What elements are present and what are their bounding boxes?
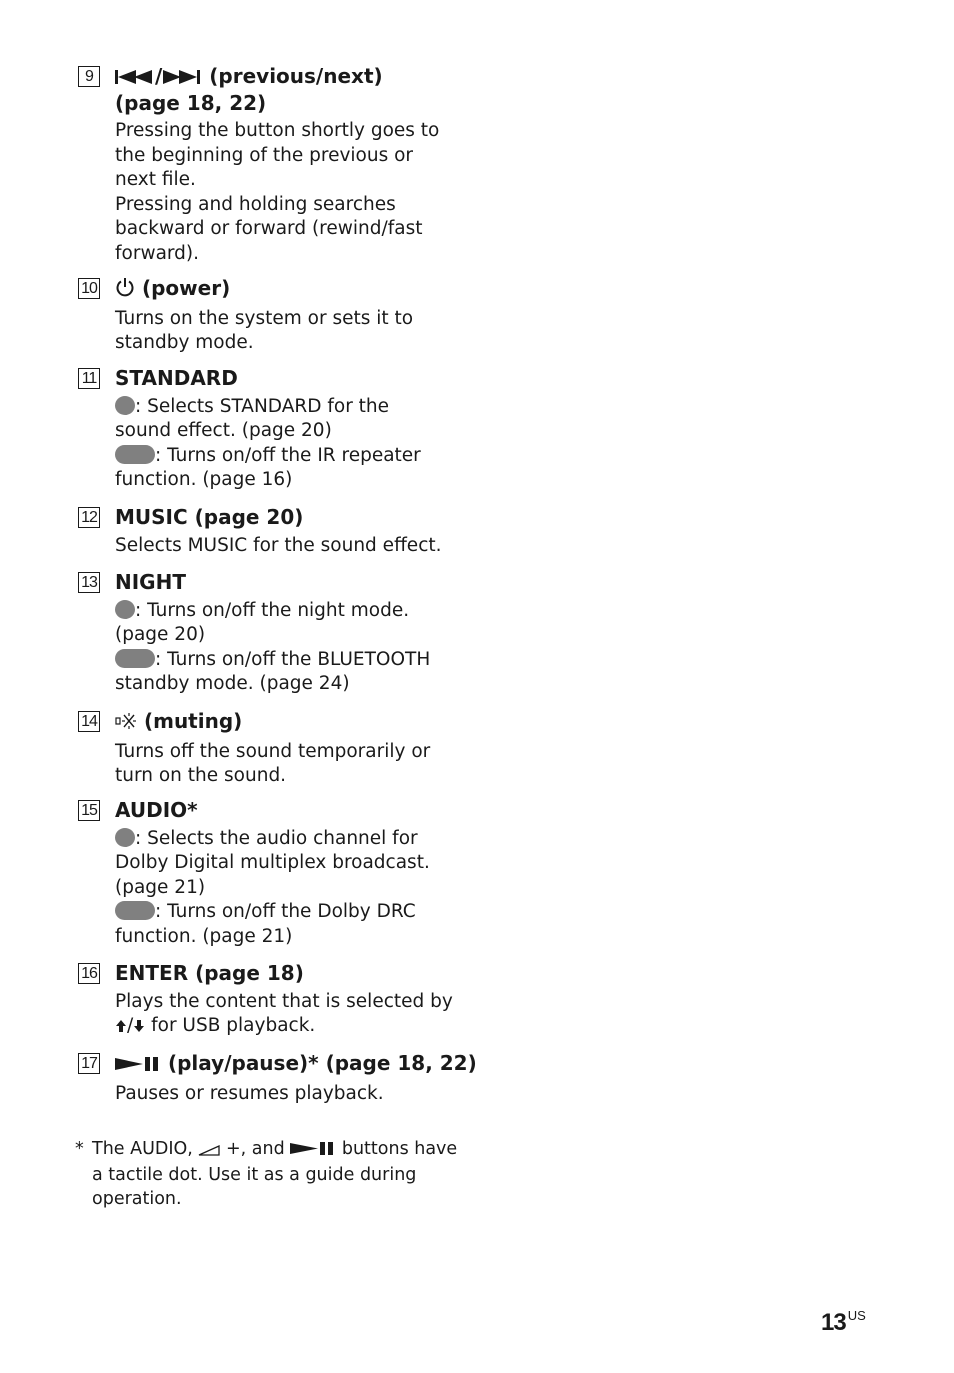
item-description [115, 827, 458, 950]
description-line: (page 20) [115, 624, 206, 645]
description-line: : Turns on/off the night mode. [115, 599, 458, 624]
description-line: standby mode. (page 24) [115, 673, 350, 694]
footnote [75, 1137, 458, 1211]
description-line: function. (page 21) [115, 925, 293, 947]
description-line: Selects MUSIC for the sound effect. [115, 534, 442, 556]
footnote-line: The AUDIO, +, and buttons have [92, 1137, 455, 1163]
description-line: Pressing and holding searches [115, 193, 396, 215]
page-number-suffix: US [847, 1308, 866, 1323]
item-heading [115, 276, 458, 303]
description-line: backward or forward (rewind/fast [115, 218, 423, 239]
item-description [115, 740, 458, 789]
item-number: 17 [78, 1053, 100, 1074]
page-number: 13 $^{US}$ [821, 1308, 866, 1336]
item-number: 16 [78, 963, 100, 984]
description-line: Pressing the button shortly goes to [115, 120, 440, 141]
footnote-line: operation. [92, 1189, 182, 1209]
play-pause-icon [115, 1053, 161, 1078]
description-line: : Selects the audio channel for [115, 827, 458, 852]
long-press-icon [115, 445, 155, 464]
item-heading: MUSIC (page 20) [115, 505, 304, 529]
item-number: 12 [78, 507, 100, 528]
volume-icon [198, 1139, 220, 1163]
up-arrow-icon [115, 1016, 127, 1041]
description-line: Plays the content that is selected by [115, 990, 453, 1012]
item-heading: AUDIO* [115, 798, 198, 822]
description-line: (page 21) [115, 876, 206, 898]
description-line: turn on the sound. [115, 765, 287, 786]
item-description [115, 599, 458, 697]
circle-button-icon [115, 600, 135, 619]
item-heading: ENTER (page 18) [115, 961, 304, 985]
item-13 [78, 570, 458, 697]
item-number: 15 [78, 800, 100, 821]
item-17 [78, 1051, 477, 1106]
item-10 [78, 276, 458, 356]
description-line: : Selects STANDARD for the [115, 395, 458, 420]
item-11 [78, 366, 458, 493]
description-line: / for USB playback. [115, 1014, 458, 1041]
footnote-line: a tactile dot. Use it as a guide during [92, 1165, 417, 1185]
description-line: : Turns on/off the BLUETOOTH [115, 648, 458, 673]
circle-button-icon [115, 828, 135, 847]
play-pause-icon [290, 1139, 336, 1163]
item-16 [78, 961, 458, 1041]
item-9 [78, 64, 458, 266]
power-icon [115, 277, 135, 303]
description-line: sound effect. (page 20) [115, 420, 332, 441]
footnote-marker: * [75, 1139, 84, 1159]
footnote-text [92, 1137, 458, 1211]
item-description [115, 307, 458, 356]
item-number: 10 [78, 278, 100, 299]
next-icon [162, 66, 202, 91]
item-12 [78, 505, 458, 558]
circle-button-icon [115, 396, 135, 415]
item-description [115, 990, 458, 1041]
item-heading [115, 709, 458, 736]
item-number: 11 [78, 368, 100, 389]
previous-icon [115, 66, 155, 91]
description-line: standby mode. [115, 332, 254, 353]
item-heading-text: (play/pause)* (page 18, 22) [161, 1051, 477, 1075]
item-heading: NIGHT [115, 570, 186, 594]
muting-icon [115, 711, 137, 736]
description-line: Pauses or resumes playback. [115, 1082, 384, 1104]
item-heading-text: (muting) [137, 709, 243, 733]
description-line: next file. [115, 169, 196, 190]
description-line: Dolby Digital multiplex broadcast. [115, 852, 430, 873]
item-15 [78, 798, 458, 949]
item-heading-text: (page 18, 22) [115, 90, 267, 115]
description-line: Turns on the system or sets it to [115, 307, 414, 329]
description-line: Turns off the sound temporarily or [115, 740, 431, 762]
item-description [115, 1082, 458, 1107]
item-heading [115, 1051, 477, 1078]
description-line: : Turns on/off the Dolby DRC [115, 900, 458, 925]
long-press-icon [115, 649, 155, 668]
item-number: 9 [78, 66, 100, 87]
item-number: 14 [78, 711, 100, 732]
item-description [115, 534, 458, 559]
long-press-icon [115, 901, 155, 920]
description-line: forward). [115, 242, 200, 264]
item-description [115, 119, 458, 266]
item-heading: STANDARD [115, 366, 238, 390]
description-line: the beginning of the previous or [115, 144, 414, 166]
item-heading-text: (previous/next) [202, 64, 383, 88]
description-line: function. (page 16) [115, 469, 293, 490]
item-number: 13 [78, 572, 100, 593]
down-arrow-icon [133, 1016, 145, 1041]
description-line: : Turns on/off the IR repeater [115, 444, 458, 469]
item-heading: / (previous/next) (page 18, 22) [115, 64, 458, 115]
item-14 [78, 709, 458, 789]
item-description [115, 395, 458, 493]
item-heading-text: (power) [135, 276, 231, 300]
